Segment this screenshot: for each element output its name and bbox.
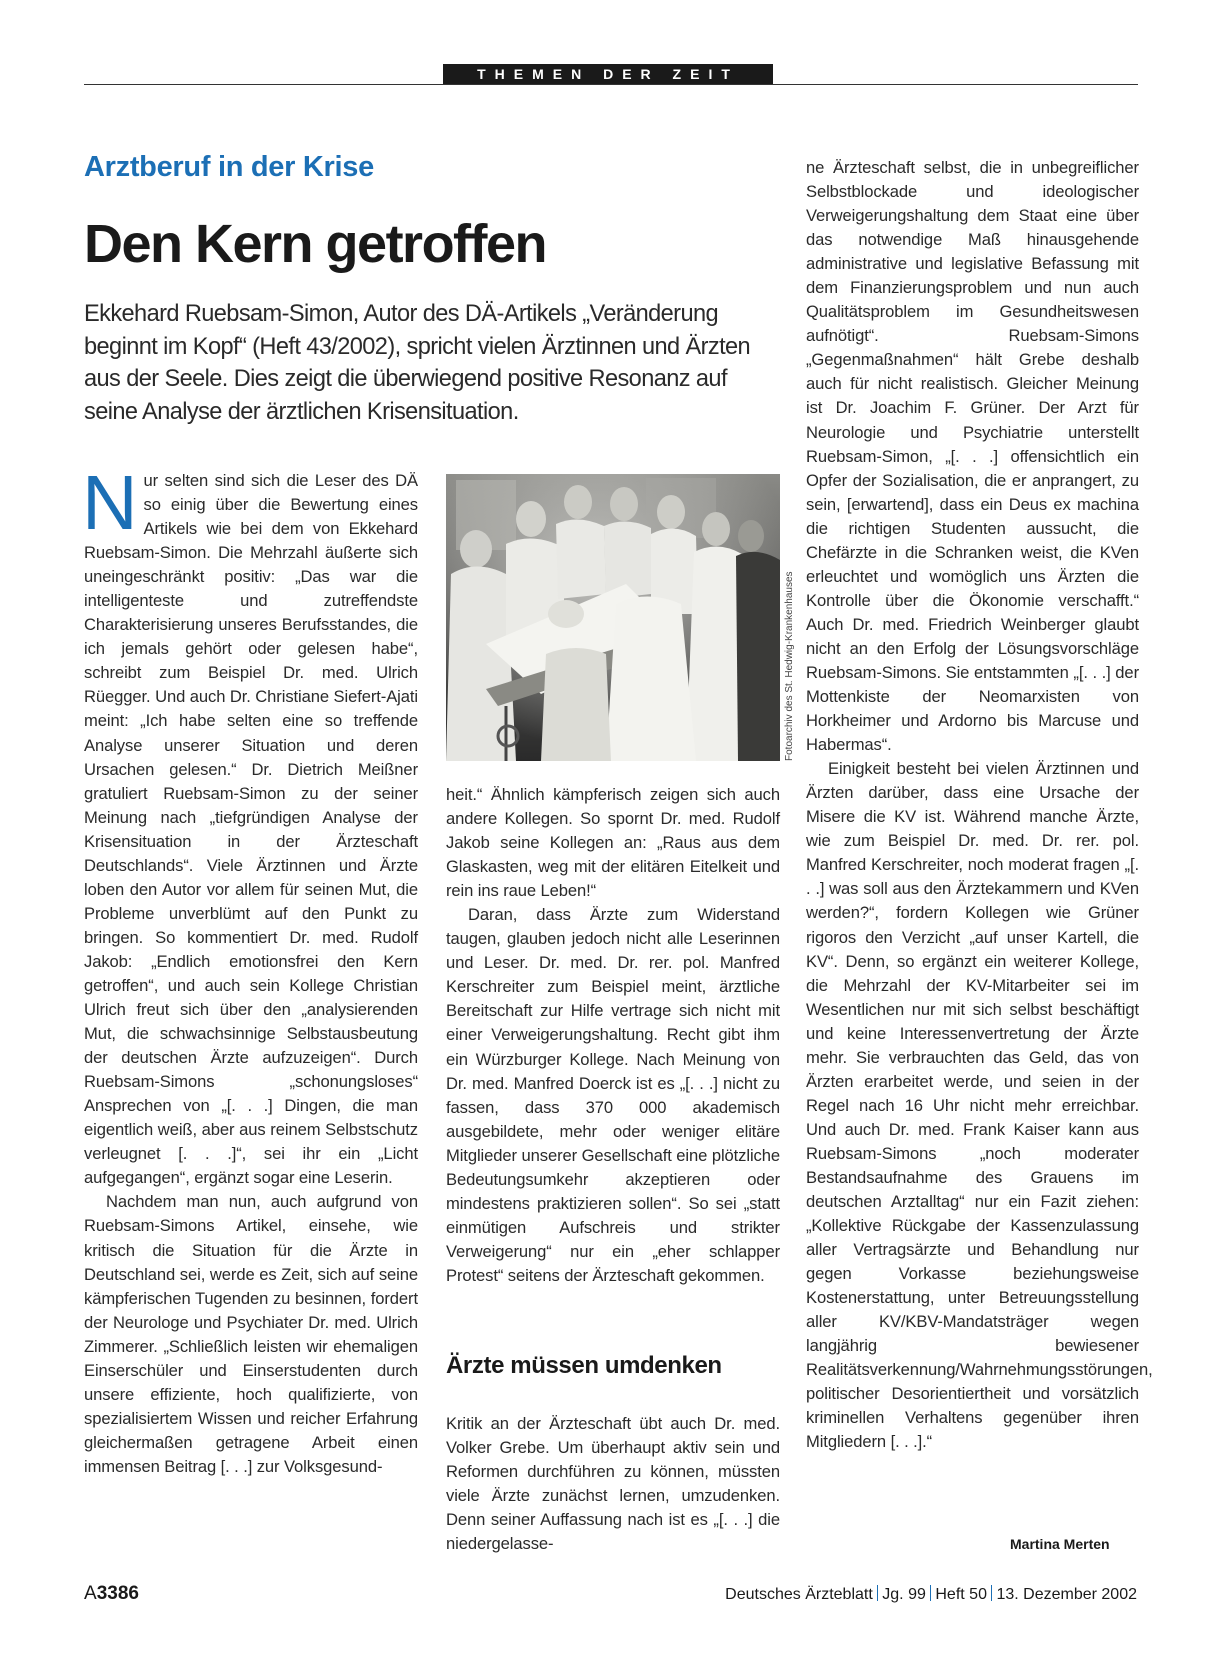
paragraph	[82, 460, 418, 1190]
section-label: THEMEN DER ZEIT	[443, 64, 773, 85]
historic-photo	[446, 474, 780, 761]
text-column-3	[806, 156, 1153, 1455]
journal-issue: Heft 50	[935, 1586, 987, 1603]
paragraph: Nachdem man nun, auch aufgrund von Ruebsam-Simons Artikel, einsehe, wie kritisch die Situation für die Ärzte in Deutschland sei, werde es Zeit, sich auf seine kämpferischen Tugenden zu besinnen, fordert der Neurologe und Psychiater Dr. med. Ulrich Zimmerer. „Schließlich leisten wir ehemaligen Einserschüler und Einserstudenten durch unsere effiziente, hoch qualifizierte, von spezialisiertem Wissen und reicher Erfahrung gleichermaßen getragene Arbeit einen immensen Beitrag [. . .] zur Volksgesund-	[84, 1192, 418, 1476]
paragraph: ne Ärzteschaft selbst, die in unbegreiflicher Selbstblockade und ideologischer Verweigerungshaltung dem Staat eine über das notwendige Maß hinausgehende administrative und legislative Befassung mit dem Finanzierungsproblem und nun auch Qualitätsproblem im Gesundheitswesen aufnötigt“. Ruebsam-Simons „Gegenmaßnahmen“ hält Grebe deshalb auch für nicht realistisch. Gleicher Meinung ist Dr. Joachim F. Grüner. Der Arzt für Neurologie und Psychiatrie unterstellt Ruebsam-Simon, „[. . .] offensichtlich ein Opfer der Sozialisation, die er anprangert, zu sein, [erwartend], dass ein Deus ex machina die richtigen Studenten aussucht, die Chefärzte in die Schranken weist, die KVen erleuchtet und womöglich uns Ärzten die Kontrolle über die Ökonomie verschafft.“ Auch Dr. med. Friedrich Weinberger glaubt nicht an den Erfolg der Lösungsvorschläge Ruebsam-Simons. Sie entstammten „[. . .] der Mottenkiste der Neomarxisten von Horkheimer und Ardorno bis Marcuse und Habermas“.	[806, 158, 1139, 755]
page-number-value: 3386	[96, 1583, 139, 1604]
publication-footer	[725, 1585, 1137, 1604]
text-column-2-continued	[446, 1412, 780, 1556]
header-rule	[84, 84, 1138, 85]
paragraph: Daran, dass Ärzte zum Widerstand taugen, glauben jedoch nicht alle Leserinnen und Leser. Dr. med. Dr. rer. pol. Manfred Kerschreiter zum Beispiel meint, ärztliche Bereitschaft zur Hilfe vertrage sich nicht mit einer Verweigerungshaltung. Recht gibt ihm ein Würzburger Kollege. Nach Meinung von Dr. med. Manfred Doerck ist es „[. . .] nicht zu fassen, dass 370 000 akademisch ausgebildete, mehr oder weniger elitäre Mitglieder unserer Gesellschaft eine plötzliche Bedeutungsumkehr akzeptieren oder mindestens praktizieren sollen“. So sei „statt einmütigen Aufschreis und strikter Verweigerung“ nur ein „eher schlapper Protest“ seitens der Ärzteschaft gekommen.	[446, 905, 780, 1285]
journal-date: 13. Dezember 2002	[996, 1586, 1137, 1603]
drop-cap: N	[82, 460, 138, 546]
subheading: Ärzte müssen umdenken	[446, 1352, 722, 1379]
article-kicker: Arztberuf in der Krise	[84, 151, 374, 183]
footer-separator	[930, 1585, 932, 1601]
footer-separator	[991, 1585, 993, 1601]
journal-name: Deutsches Ärzteblatt	[725, 1586, 873, 1603]
footer-separator	[877, 1585, 879, 1601]
article-title: Den Kern getroffen	[84, 214, 547, 274]
text-column-1	[82, 460, 418, 1479]
paragraph: Einigkeit besteht bei vielen Ärztinnen und Ärzten darüber, dass eine Ursache der Misere die KV ist. Während manche Ärzte, wie zum Beispiel Dr. med. Dr. rer. pol. Manfred Kerschreiter, noch moderat fragen „[. . .] was soll aus den Ärztekammern und KVen werden?“, fordern Kollegen wie Grüner rigoros den Verzicht „auf unser Kartell, die KV“. Denn, so ergänzt ein weiterer Kollege, die Mehrzahl der KV-Mitarbeiter sei im Wesentlichen nur mit sich selbst beschäftigt und keine Interessenvertretung der Ärzte mehr. Sie verbrauchten das Geld, das von Ärzten erarbeitet werde, und seien in der Regel nach 16 Uhr nicht mehr erreichbar. Und auch Dr. med. Frank Kaiser kann aus Ruebsam-Simons „noch moderater Bestandsaufnahme des Grauens im deutschen Arztalltag“ nur ein Fazit ziehen: „Kollektive Rückgabe der Kassenzulassung aller Vertragsärzte und Behandlung nur gegen Vorkasse beziehungsweise Kostenerstattung, unter Betreuungsstellung aller KV/KBV-Mandatsträger wegen langjährig bewiesener Realitätsverkennung/Wahrnehmungsstörungen, politischer Desorientiertheit und vorsätzlich kriminellen Verhaltens gegenüber ihren Mitgliedern [. . .].“	[806, 759, 1153, 1452]
photo-credit: Fotoarchiv des St. Hedwig-Krankenhauses	[784, 571, 795, 761]
paragraph: heit.“ Ähnlich kämpferisch zeigen sich auch andere Kollegen. So spornt Dr. med. Rudolf Jakob seine Kollegen an: „Raus aus dem Glaskasten, weg mit der elitären Eitelkeit und rein ins raue Leben!“	[446, 785, 780, 901]
paragraph-text: ur selten sind sich die Leser des DÄ so einig über die Bewertung eines Artikels wie bei dem von Ekkehard Ruebsam-Simon. Die Mehrzahl äußerte sich uneingeschränkt positiv: „Das war die intelligenteste und zutreffendste Charakterisierung unseres Berufsstandes, die ich jemals gehört oder gelesen habe“, schreibt zum Beispiel Dr. med. Ulrich Rüegger. Und auch Dr. Christiane Siefert-Ajati meint: „Ich habe selten eine so treffende Analyse unserer Situation und deren Ursachen gelesen.“ Dr. Dietrich Meißner gratuliert Ruebsam-Simon zu der seiner Meinung nach „tiefgründigen Analyse der Krisensituation in der Ärzteschaft Deutschlands“. Viele Ärztinnen und Ärzte loben den Autor vor allem für seinen Mut, die Probleme unverblümt auf den Punkt zu bringen. So kommentiert Dr. med. Rudolf Jakob: „Endlich emotionsfrei den Kern getroffen“, und auch sein Kollege Christian Ulrich freut sich über den „analysierenden Mut, die schwachsinnige Selbstausbeutung der deutschen Ärzte aufzuzeigen“. Durch Ruebsam-Simons „schonungsloses“ Ansprechen von „[. . .] Dingen, die man eigentlich weiß, aber aus reinem Selbstschutz verleugnet [. . .]“, sei ihr ein „Licht aufgegangen“, ergänzt sogar eine Leserin.	[84, 471, 418, 1188]
article-lead: Ekkehard Ruebsam-Simon, Autor des DÄ-Artikels „Veränderung beginnt im Kopf“ (Heft 43/2002), spricht vielen Ärztinnen und Ärzten aus der Seele. Dies zeigt die überwiegend positive Resonanz auf seine Analyse der ärztlichen Krisensituation.	[84, 301, 751, 425]
page-number	[84, 1583, 139, 1605]
text-column-2	[446, 783, 780, 1288]
author-byline: Martina Merten	[1010, 1536, 1110, 1552]
paragraph: Kritik an der Ärzteschaft übt auch Dr. med. Volker Grebe. Um überhaupt aktiv sein und Reformen durchführen zu können, müssten viele Ärzte zunächst lernen, umzudenken. Denn seiner Auffassung nach ist es „[. . .] die niedergelasse-	[446, 1414, 780, 1554]
photo-image	[446, 474, 780, 761]
journal-volume: Jg. 99	[882, 1586, 926, 1603]
page-prefix: A	[84, 1583, 97, 1604]
